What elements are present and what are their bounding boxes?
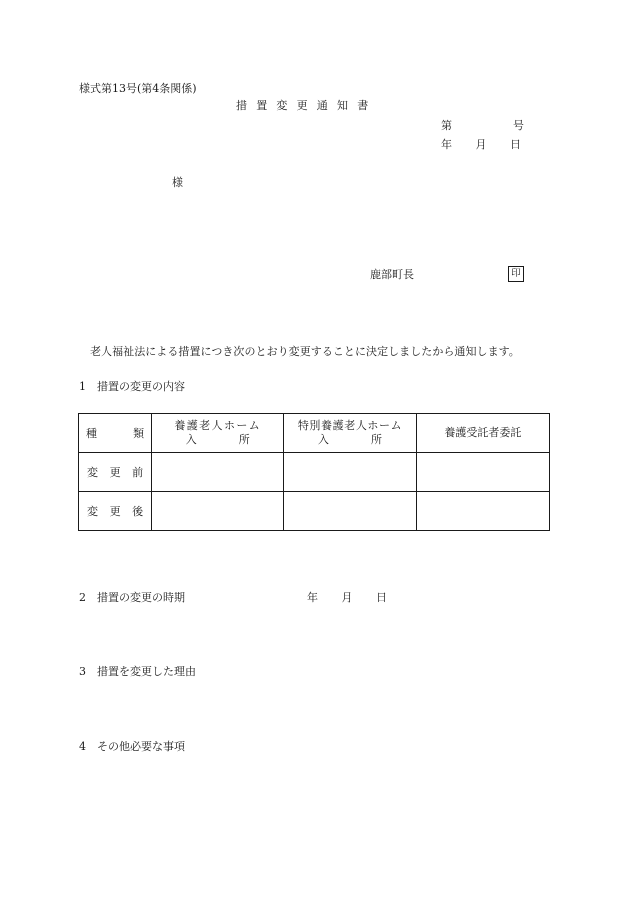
issuer-name: 鹿部町長 bbox=[370, 268, 414, 281]
table-row bbox=[79, 492, 550, 531]
table-cell bbox=[284, 453, 416, 492]
section-label: その他必要な事項 bbox=[97, 740, 185, 753]
row-label-after: 変 更 後 bbox=[79, 492, 152, 531]
section-label: 措置の変更の時期 bbox=[97, 591, 185, 604]
table-cell bbox=[152, 453, 284, 492]
section-2-heading bbox=[79, 592, 185, 603]
addressee-honorific: 様 bbox=[172, 176, 183, 189]
section-3-heading bbox=[79, 666, 196, 677]
table-row bbox=[79, 453, 550, 492]
section-number: 3 bbox=[79, 665, 86, 678]
number-suffix: 号 bbox=[513, 119, 524, 132]
number-prefix: 第 bbox=[441, 119, 452, 132]
section-1-heading bbox=[79, 381, 185, 392]
table-cell bbox=[416, 453, 549, 492]
notice-body: 老人福祉法による措置につき次のとおり変更することに決定しましたから通知します。 bbox=[90, 345, 520, 358]
issue-date-month: 月 bbox=[475, 138, 487, 151]
header-nursing-home: 養護老人ホーム 入 所 bbox=[152, 414, 284, 453]
change-date-month: 月 bbox=[341, 591, 353, 604]
issue-date-day: 日 bbox=[510, 138, 521, 151]
document-number-line bbox=[441, 120, 524, 131]
section-number: 1 bbox=[79, 380, 86, 393]
change-details-table bbox=[78, 413, 550, 531]
table-header-row bbox=[79, 414, 550, 453]
document-title: 措置変更通知書 bbox=[236, 99, 378, 112]
change-date-year: 年 bbox=[307, 591, 318, 604]
header-kind: 種 類 bbox=[79, 414, 152, 453]
issue-date-year: 年 bbox=[441, 138, 452, 151]
table-cell bbox=[416, 492, 549, 531]
table-cell bbox=[284, 492, 416, 531]
row-label-before: 変 更 前 bbox=[79, 453, 152, 492]
section-label: 措置を変更した理由 bbox=[97, 665, 196, 678]
change-date-line bbox=[307, 592, 387, 603]
form-number: 様式第13号(第4条関係) bbox=[79, 82, 197, 95]
section-number: 4 bbox=[79, 740, 86, 753]
header-foster-care: 養護受託者委託 bbox=[416, 414, 549, 453]
seal-mark: 印 bbox=[508, 266, 524, 282]
section-label: 措置の変更の内容 bbox=[97, 380, 185, 393]
section-number: 2 bbox=[79, 591, 86, 604]
section-4-heading bbox=[79, 741, 185, 752]
change-date-day: 日 bbox=[376, 591, 387, 604]
header-special-nursing-home: 特別養護老人ホーム 入 所 bbox=[284, 414, 416, 453]
issue-date-line bbox=[441, 139, 521, 150]
table-cell bbox=[152, 492, 284, 531]
